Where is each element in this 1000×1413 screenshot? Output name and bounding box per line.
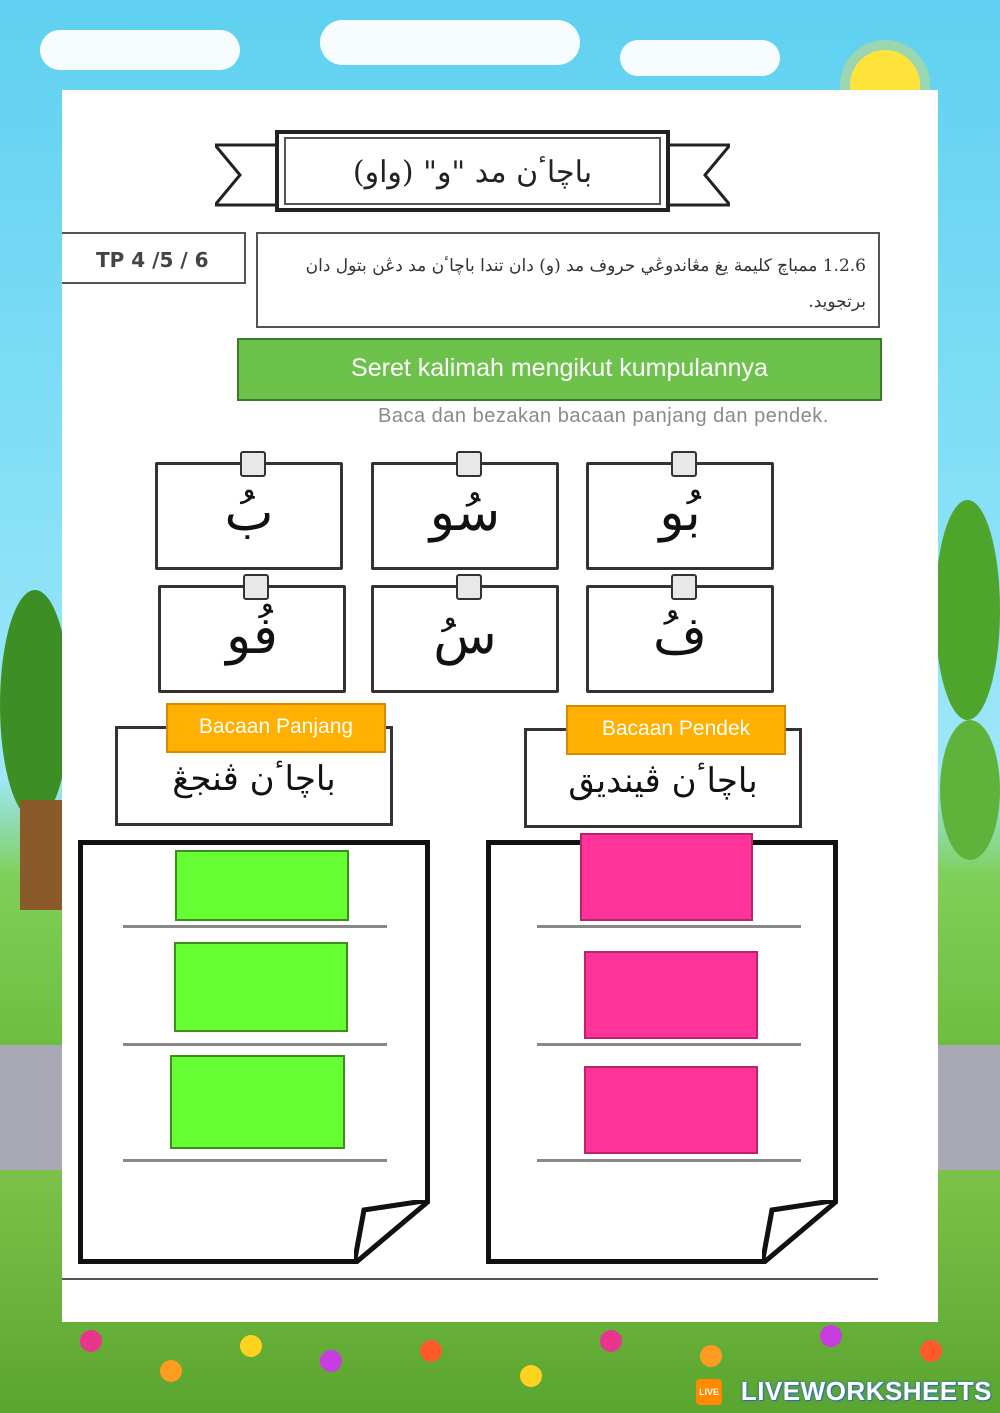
paper-line: [123, 925, 387, 928]
subtitle-text: Baca dan bezakan bacaan panjang dan pendek.: [378, 405, 829, 427]
cloud: [320, 20, 580, 65]
word-card[interactable]: [155, 462, 343, 570]
word-text: بُو: [659, 483, 701, 543]
word-text: فُ: [653, 606, 707, 666]
divider: [62, 1278, 878, 1280]
liveworksheets-logo-icon: LIVE: [696, 1379, 722, 1405]
flower-icon: [420, 1340, 442, 1362]
word-text: سُو: [429, 483, 501, 543]
answer-slot-short-3[interactable]: [584, 1066, 758, 1154]
paper-line: [123, 1159, 387, 1162]
answer-slot-long-3[interactable]: [170, 1055, 345, 1149]
page-curl-icon: [354, 1200, 430, 1264]
clip-icon: [671, 574, 697, 600]
flower-icon: [80, 1330, 102, 1352]
word-card[interactable]: [586, 585, 774, 693]
flower-icon: [160, 1360, 182, 1382]
flower-icon: [820, 1325, 842, 1347]
flower-icon: [320, 1350, 342, 1372]
word-text: فُو: [226, 606, 278, 666]
category-label-long: Bacaan Panjang: [166, 703, 386, 753]
tree-icon: [935, 500, 1000, 720]
word-text: سُ: [433, 606, 497, 666]
category-arabic-long: باچاٴن ڤنجڠ: [172, 759, 336, 799]
clip-icon: [243, 574, 269, 600]
flower-icon: [920, 1340, 942, 1362]
answer-slot-short-1[interactable]: [580, 833, 753, 921]
category-label-short: Bacaan Pendek: [566, 705, 786, 755]
answer-slot-long-2[interactable]: [174, 942, 348, 1032]
tree-icon: [940, 720, 1000, 860]
instruction-banner: Seret kalimah mengikut kumpulannya: [237, 338, 882, 401]
word-text: بُ: [224, 483, 274, 543]
answer-slot-short-2[interactable]: [584, 951, 758, 1039]
word-card[interactable]: [586, 462, 774, 570]
flower-icon: [240, 1335, 262, 1357]
clip-icon: [456, 451, 482, 477]
page-title: باچاٴن مد "و" (واو): [352, 155, 593, 190]
flower-icon: [700, 1345, 722, 1367]
flower-icon: [600, 1330, 622, 1352]
tree-icon: [0, 590, 70, 820]
word-card[interactable]: [158, 585, 346, 693]
clip-icon: [671, 451, 697, 477]
page-curl-icon: [762, 1200, 838, 1264]
title-banner: [215, 130, 730, 220]
word-card[interactable]: [371, 585, 559, 693]
paper-line: [123, 1043, 387, 1046]
word-card[interactable]: [371, 462, 559, 570]
paper-line: [537, 1043, 801, 1046]
tree-trunk: [20, 800, 62, 910]
cloud: [620, 40, 780, 76]
category-arabic-short: باچاٴن ڤينديق: [568, 761, 758, 801]
paper-line: [537, 925, 801, 928]
flower-icon: [520, 1365, 542, 1387]
answer-slot-long-1[interactable]: [175, 850, 349, 921]
learning-objective: 1.2.6 ممباچ كليمة يغ مڠاندوڠي حروف مد (و) دان تندا باچاٴن مد دڠن بتول دان برتجويد.: [256, 232, 880, 328]
paper-line: [537, 1159, 801, 1162]
cloud: [40, 30, 240, 70]
watermark: LIVEWORKSHEETS: [740, 1376, 992, 1406]
level-label: TP 4 /5 / 6: [62, 232, 246, 284]
clip-icon: [240, 451, 266, 477]
clip-icon: [456, 574, 482, 600]
